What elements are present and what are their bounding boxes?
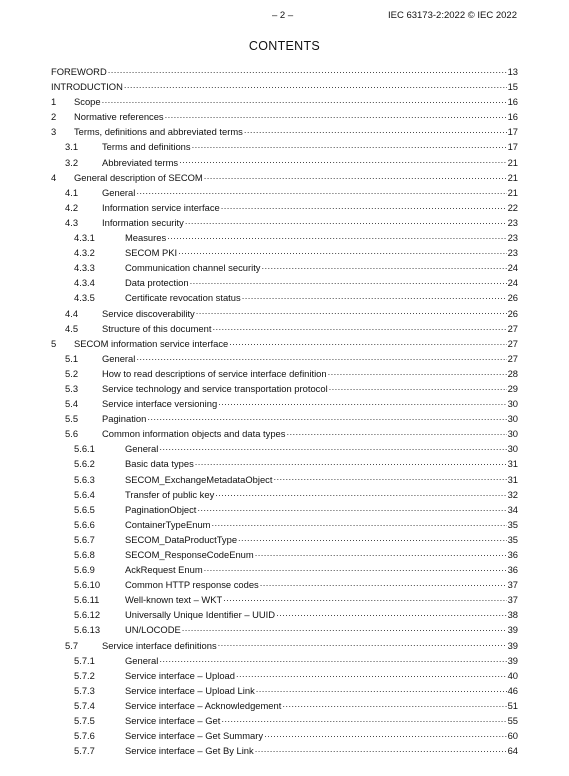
toc-dot-leader <box>136 352 506 362</box>
toc-dot-leader <box>218 639 507 649</box>
toc-entry[interactable] <box>51 109 518 124</box>
toc-entry-page: 35 <box>507 518 518 530</box>
toc-entry[interactable] <box>51 502 518 517</box>
toc-entry[interactable] <box>51 411 518 426</box>
toc-entry-title: Basic data types <box>125 458 194 470</box>
toc-entry-number: 4.5 <box>65 322 79 334</box>
toc-entry-page: 38 <box>507 609 518 621</box>
toc-entry[interactable] <box>51 321 518 336</box>
toc-entry-title: Terms and definitions <box>102 141 191 153</box>
toc-entry-page: 27 <box>507 322 518 334</box>
toc-entry-page: 55 <box>507 715 518 727</box>
toc-entry-page: 60 <box>507 730 518 742</box>
toc-dot-leader <box>256 684 507 694</box>
toc-entry-page: 13 <box>507 66 518 77</box>
toc-entry-number: 4.2 <box>65 201 79 213</box>
toc-dot-leader <box>192 140 507 150</box>
toc-entry[interactable] <box>51 607 518 622</box>
toc-entry-number: 5.7.2 <box>74 669 95 681</box>
toc-entry[interactable] <box>51 64 518 79</box>
toc-entry-page: 31 <box>507 458 518 470</box>
toc-entry-title: Common HTTP response codes <box>125 579 259 591</box>
toc-entry-page: 21 <box>507 156 518 168</box>
toc-entry[interactable] <box>51 79 518 94</box>
toc-entry-page: 28 <box>507 367 518 379</box>
toc-entry-title: Service technology and service transportation protocol <box>102 382 328 394</box>
toc-dot-leader <box>108 65 507 75</box>
toc-entry-page: 31 <box>507 473 518 485</box>
toc-entry-number: 5.7.6 <box>74 730 95 742</box>
toc-entry-number: 5.6.2 <box>74 458 95 470</box>
toc-entry-title: Normative references <box>74 111 164 123</box>
toc-entry[interactable] <box>51 547 518 562</box>
toc-entry-number: 1 <box>51 96 57 108</box>
toc-entry[interactable] <box>51 592 518 607</box>
toc-dot-leader <box>159 654 506 664</box>
toc-entry[interactable] <box>51 622 518 637</box>
toc-dot-leader <box>286 427 506 437</box>
toc-entry[interactable] <box>51 396 518 411</box>
toc-entry-title: Abbreviated terms <box>102 156 179 168</box>
toc-entry-title: Service interface – Get By Link <box>125 745 254 757</box>
toc-entry-page: 30 <box>507 428 518 440</box>
toc-entry[interactable] <box>51 683 518 698</box>
toc-entry-number: 4.3 <box>65 216 79 228</box>
toc-dot-leader <box>197 503 506 513</box>
toc-entry-number: 5.4 <box>65 398 79 410</box>
toc-entry-title: AckRequest Enum <box>125 564 203 576</box>
toc-entry-number: 4.3.2 <box>74 247 95 259</box>
toc-entry-title: How to read descriptions of service interface definition <box>102 367 327 379</box>
toc-entry-number: 5.6.12 <box>74 609 101 621</box>
toc-dot-leader <box>204 563 507 573</box>
toc-entry-title: PaginationObject <box>125 503 197 515</box>
toc-entry-page: 30 <box>507 398 518 410</box>
toc-entry-number: 5.3 <box>65 382 79 394</box>
toc-entry[interactable] <box>51 124 518 139</box>
toc-entry-number: 5.6.4 <box>74 488 95 500</box>
toc-dot-leader <box>221 714 506 724</box>
toc-dot-leader <box>102 95 507 105</box>
toc-dot-leader <box>215 488 506 498</box>
toc-entry-title: Data protection <box>125 277 189 289</box>
toc-entry-number: 5.7.7 <box>74 745 95 757</box>
toc-entry-title: Service interface versioning <box>102 398 218 410</box>
toc-dot-leader <box>185 216 507 226</box>
toc-entry-page: 30 <box>507 413 518 425</box>
toc-dot-leader <box>242 291 507 301</box>
toc-dot-leader <box>182 623 507 633</box>
toc-entry[interactable] <box>51 517 518 532</box>
table-of-contents <box>51 64 518 758</box>
toc-entry[interactable] <box>51 290 518 305</box>
toc-entry-page: 17 <box>507 141 518 153</box>
toc-entry-page: 34 <box>507 503 518 515</box>
toc-dot-leader <box>282 699 506 709</box>
contents-title: CONTENTS <box>248 39 321 53</box>
toc-entry-number: 5 <box>51 337 57 349</box>
toc-dot-leader <box>179 156 506 166</box>
toc-entry-page: 17 <box>507 126 518 138</box>
toc-entry-number: 5.2 <box>65 367 79 379</box>
toc-entry[interactable] <box>51 351 518 366</box>
toc-entry-title: SECOM_ExchangeMetadataObject <box>125 473 273 485</box>
toc-dot-leader <box>165 110 507 120</box>
toc-entry-number: 5.6.13 <box>74 624 101 636</box>
toc-entry-number: 5.7.3 <box>74 684 95 696</box>
toc-entry[interactable] <box>51 653 518 668</box>
toc-dot-leader <box>273 473 506 483</box>
toc-entry-number: 5.6.5 <box>74 503 95 515</box>
document-identifier: IEC 63173-2:2022 © IEC 2022 <box>387 10 517 21</box>
toc-dot-leader <box>212 322 506 332</box>
toc-entry-number: 4 <box>51 171 57 183</box>
toc-entry-number: 5.6.3 <box>74 473 95 485</box>
toc-entry-title: INTRODUCTION <box>51 81 123 93</box>
toc-entry[interactable] <box>51 170 518 185</box>
toc-dot-leader <box>255 744 507 754</box>
page-number: – 2 – <box>272 10 294 21</box>
toc-entry-page: 30 <box>507 443 518 455</box>
toc-entry-title: Universally Unique Identifier – UUID <box>125 609 276 621</box>
toc-entry-title: Scope <box>74 96 101 108</box>
toc-entry-number: 5.7 <box>65 639 79 651</box>
toc-dot-leader <box>159 442 506 452</box>
toc-entry-number: 4.3.3 <box>74 262 95 274</box>
toc-entry-page: 35 <box>507 533 518 545</box>
toc-dot-leader <box>276 608 507 618</box>
toc-entry[interactable] <box>51 381 518 396</box>
toc-dot-leader <box>167 231 506 241</box>
toc-entry-number: 4.3.4 <box>74 277 95 289</box>
toc-entry-title: ContainerTypeEnum <box>125 518 211 530</box>
toc-entry[interactable] <box>51 456 518 471</box>
toc-entry-page: 16 <box>507 96 518 108</box>
toc-entry-page: 24 <box>507 262 518 274</box>
toc-entry-number: 5.6.1 <box>74 443 95 455</box>
toc-entry-number: 2 <box>51 111 57 123</box>
toc-entry[interactable] <box>51 426 518 441</box>
toc-entry-page: 46 <box>507 684 518 696</box>
toc-dot-leader <box>244 125 507 135</box>
toc-entry-number: 4.3.5 <box>74 292 95 304</box>
toc-entry[interactable] <box>51 185 518 200</box>
toc-entry[interactable] <box>51 638 518 653</box>
toc-entry[interactable] <box>51 698 518 713</box>
toc-dot-leader <box>204 171 507 181</box>
toc-entry[interactable] <box>51 713 518 728</box>
toc-entry-page: 51 <box>507 699 518 711</box>
toc-dot-leader <box>255 548 507 558</box>
toc-entry-title: General <box>125 654 159 666</box>
toc-dot-leader <box>195 457 507 467</box>
toc-entry-number: 5.7.4 <box>74 699 95 711</box>
toc-dot-leader <box>329 382 507 392</box>
toc-entry[interactable] <box>51 230 518 245</box>
toc-entry[interactable] <box>51 245 518 260</box>
page-header <box>0 10 569 24</box>
toc-entry-page: 39 <box>507 624 518 636</box>
toc-dot-leader <box>178 246 506 256</box>
toc-entry-title: Information service interface <box>102 201 220 213</box>
toc-entry[interactable] <box>51 275 518 290</box>
toc-entry-number: 5.6.7 <box>74 533 95 545</box>
toc-entry[interactable] <box>51 472 518 487</box>
toc-entry-number: 5.1 <box>65 352 79 364</box>
toc-entry-page: 27 <box>507 337 518 349</box>
toc-entry-page: 22 <box>507 201 518 213</box>
toc-entry-title: General description of SECOM <box>74 171 203 183</box>
toc-entry-page: 37 <box>507 579 518 591</box>
toc-entry[interactable] <box>51 366 518 381</box>
toc-entry-title: Common information objects and data types <box>102 428 286 440</box>
toc-dot-leader <box>264 729 506 739</box>
toc-entry-number: 4.3.1 <box>74 232 95 244</box>
toc-entry-title: SECOM information service interface <box>74 337 229 349</box>
toc-entry-page: 24 <box>507 277 518 289</box>
toc-dot-leader <box>218 397 506 407</box>
toc-dot-leader <box>238 533 507 543</box>
toc-entry[interactable] <box>51 577 518 592</box>
toc-entry[interactable] <box>51 487 518 502</box>
toc-entry-title: Measures <box>125 232 167 244</box>
toc-entry-page: 32 <box>507 488 518 500</box>
toc-entry-number: 5.6.6 <box>74 518 95 530</box>
toc-entry[interactable] <box>51 306 518 321</box>
toc-entry-title: Transfer of public key <box>125 488 215 500</box>
toc-entry-title: Service interface – Upload Link <box>125 684 255 696</box>
toc-entry-number: 4.4 <box>65 307 79 319</box>
toc-dot-leader <box>236 669 507 679</box>
toc-entry-title: General <box>102 352 136 364</box>
toc-entry[interactable] <box>51 200 518 215</box>
toc-entry[interactable] <box>51 562 518 577</box>
toc-entry[interactable] <box>51 215 518 230</box>
toc-entry[interactable] <box>51 532 518 547</box>
toc-entry-page: 21 <box>507 171 518 183</box>
toc-entry[interactable] <box>51 155 518 170</box>
toc-entry-title: Service interface – Upload <box>125 669 235 681</box>
toc-entry-title: General <box>125 443 159 455</box>
toc-entry-title: Service interface – Get Summary <box>125 730 264 742</box>
toc-entry-title: Well-known text – WKT <box>125 594 223 606</box>
toc-entry-title: SECOM PKI <box>125 247 178 259</box>
toc-entry-title: Service interface – Get <box>125 715 221 727</box>
toc-entry[interactable] <box>51 336 518 351</box>
toc-entry-page: 36 <box>507 549 518 560</box>
toc-entry[interactable] <box>51 260 518 275</box>
toc-entry-title: Service interface – Acknowledgement <box>125 699 282 711</box>
toc-entry-title: SECOM_ResponseCodeEnum <box>125 549 254 560</box>
toc-entry-page: 27 <box>507 352 518 364</box>
toc-dot-leader <box>147 412 506 422</box>
toc-entry-number: 5.5 <box>65 413 79 425</box>
toc-dot-leader <box>221 201 507 211</box>
toc-entry-number: 5.6.8 <box>74 549 95 560</box>
toc-entry-page: 23 <box>507 216 518 228</box>
toc-entry-title: Service interface definitions <box>102 639 217 651</box>
toc-entry-title: Information security <box>102 216 184 228</box>
toc-entry-number: 5.6.10 <box>74 579 101 591</box>
toc-entry-page: 29 <box>507 382 518 394</box>
toc-entry-title: Pagination <box>102 413 147 425</box>
toc-entry-title: Structure of this document <box>102 322 212 334</box>
toc-entry-title: Communication channel security <box>125 262 261 274</box>
toc-dot-leader <box>328 367 507 377</box>
toc-entry-title: SECOM_DataProductType <box>125 533 238 545</box>
toc-dot-leader <box>124 80 507 90</box>
toc-dot-leader <box>223 593 506 603</box>
toc-entry-page: 40 <box>507 669 518 681</box>
toc-entry-page: 26 <box>507 292 518 304</box>
toc-entry-number: 5.6.11 <box>74 594 100 606</box>
toc-entry[interactable] <box>51 743 518 758</box>
toc-entry-number: 3.1 <box>65 141 79 153</box>
toc-entry-page: 39 <box>507 654 518 666</box>
toc-entry-number: 3 <box>51 126 57 138</box>
toc-dot-leader <box>211 518 506 528</box>
toc-entry-title: UN/LOCODE <box>125 624 181 636</box>
toc-entry-page: 64 <box>507 745 518 757</box>
toc-entry[interactable] <box>51 728 518 743</box>
toc-entry-page: 39 <box>507 639 518 651</box>
toc-entry-number: 3.2 <box>65 156 79 168</box>
toc-entry-page: 16 <box>507 111 518 123</box>
toc-entry-page: 15 <box>507 81 518 93</box>
toc-entry-number: 4.1 <box>65 186 79 198</box>
toc-entry-title: Certificate revocation status <box>125 292 241 304</box>
toc-dot-leader <box>260 578 507 588</box>
toc-dot-leader <box>136 186 506 196</box>
toc-entry-page: 21 <box>507 186 518 198</box>
toc-entry-number: 5.6.9 <box>74 564 95 576</box>
toc-dot-leader <box>190 276 507 286</box>
toc-entry-page: 37 <box>507 594 518 606</box>
toc-dot-leader <box>196 307 507 317</box>
toc-entry[interactable] <box>51 139 518 154</box>
toc-entry-number: 5.7.5 <box>74 715 95 727</box>
toc-entry-title: Service discoverability <box>102 307 195 319</box>
toc-entry[interactable] <box>51 668 518 683</box>
toc-dot-leader <box>229 337 506 347</box>
toc-entry-number: 5.6 <box>65 428 79 440</box>
toc-entry-number: 5.7.1 <box>74 654 95 666</box>
toc-entry-title: General <box>102 186 136 198</box>
toc-entry-page: 23 <box>507 247 518 259</box>
toc-entry-title: Terms, definitions and abbreviated terms <box>74 126 243 138</box>
toc-entry[interactable] <box>51 94 518 109</box>
toc-entry-title: FOREWORD <box>51 66 107 77</box>
toc-entry-page: 23 <box>507 232 518 244</box>
toc-entry-page: 26 <box>507 307 518 319</box>
toc-dot-leader <box>261 261 506 271</box>
toc-entry-page: 36 <box>507 564 518 576</box>
toc-entry[interactable] <box>51 441 518 456</box>
